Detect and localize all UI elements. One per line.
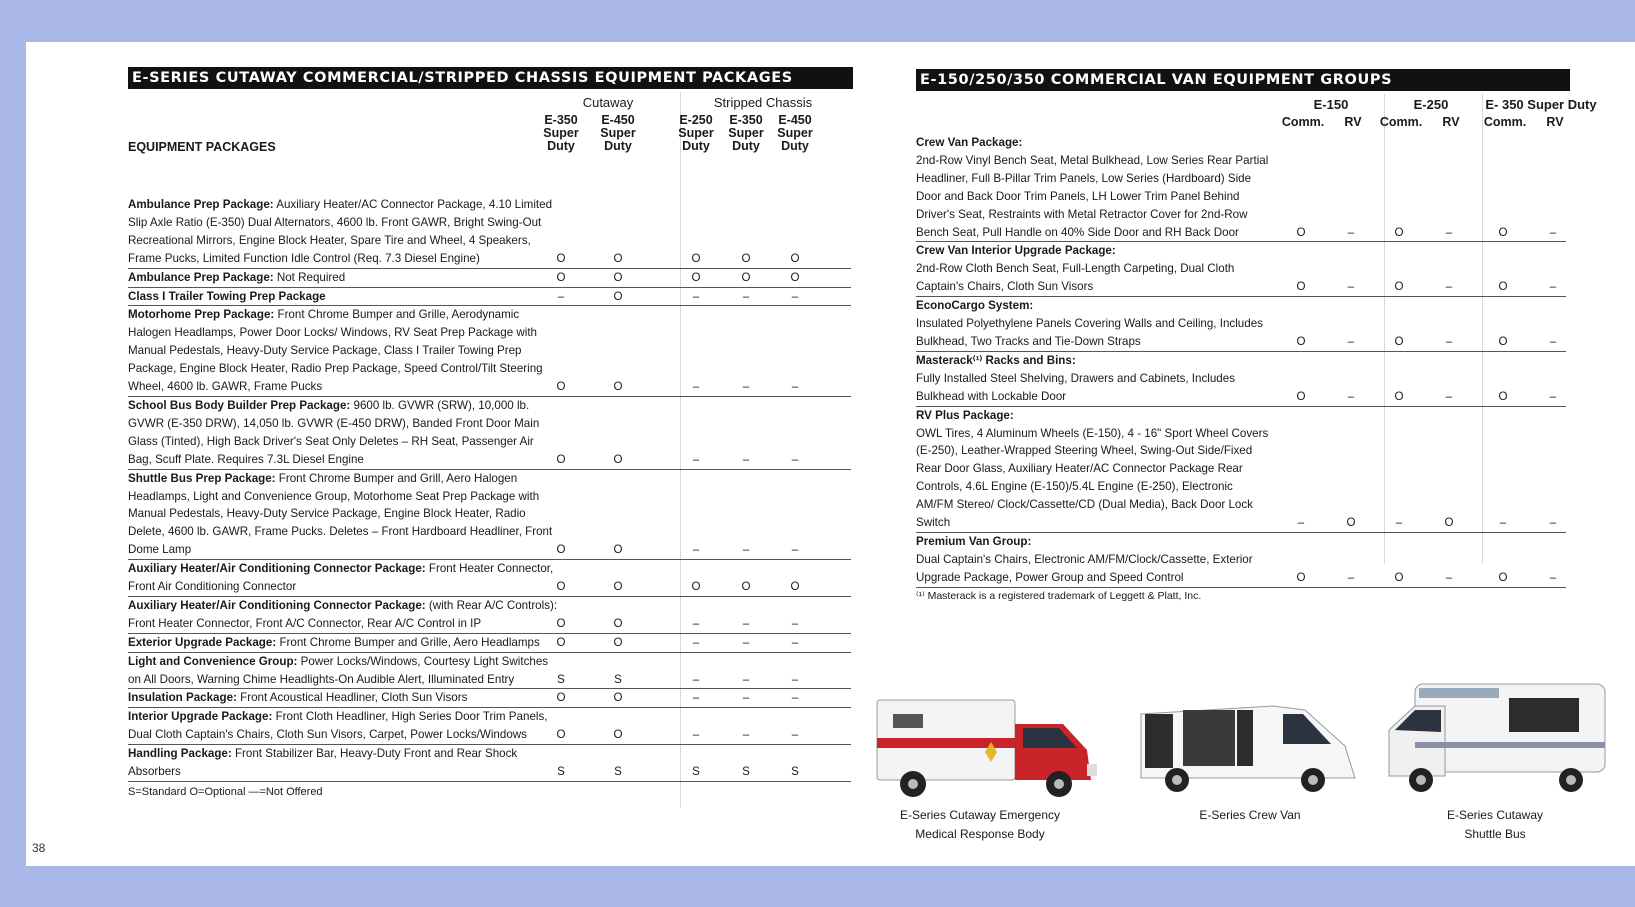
cell-availability: O xyxy=(613,635,623,649)
cell-availability: O xyxy=(741,251,751,265)
column-header: RV xyxy=(1546,115,1564,129)
cell-availability: – xyxy=(742,452,750,466)
cell-availability: – xyxy=(791,289,799,303)
row-title: Class I Trailer Towing Prep Package xyxy=(128,289,326,303)
group-header-e150: E-150 xyxy=(1313,97,1349,112)
table-row xyxy=(128,634,851,653)
cell-availability: – xyxy=(742,691,750,705)
cutaway-equipment-table xyxy=(128,92,851,798)
cell-availability: – xyxy=(1347,570,1355,584)
cell-availability: – xyxy=(1499,516,1507,530)
cell-availability: O xyxy=(691,251,701,265)
row-detail: (with Rear A/C Controls): Front Heater Connector, Front A/C Connector, Rear A/C Control in IP xyxy=(128,598,558,630)
row-description xyxy=(128,689,558,707)
column-header: E-350 Super Duty xyxy=(728,113,764,153)
cell-availability: O xyxy=(1296,225,1306,239)
column-header: Comm. xyxy=(1281,115,1325,129)
row-description xyxy=(128,597,558,633)
table-row xyxy=(128,269,851,288)
row-description xyxy=(916,533,1271,587)
ambulance-image xyxy=(873,694,1113,806)
row-title: Ambulance Prep Package: xyxy=(128,270,274,284)
row-detail: Not Required xyxy=(276,270,346,284)
table-body xyxy=(128,196,851,782)
cell-availability: O xyxy=(790,580,800,594)
cell-availability: – xyxy=(692,616,700,630)
cell-availability: – xyxy=(1395,516,1403,530)
row-title: Masterack⁽¹⁾ Racks and Bins: xyxy=(916,353,1076,367)
column-header: Comm. xyxy=(1483,115,1527,129)
cell-availability: – xyxy=(742,289,750,303)
cell-availability: O xyxy=(613,691,623,705)
right-section-banner: E-150/250/350 COMMERCIAL VAN EQUIPMENT GROUPS xyxy=(916,69,1570,91)
table-row xyxy=(128,597,851,634)
cell-availability: – xyxy=(692,452,700,466)
table-row xyxy=(128,397,851,470)
cell-availability: O xyxy=(741,270,751,284)
row-title: Insulation Package: xyxy=(128,691,237,705)
row-description xyxy=(128,288,558,306)
cell-availability: – xyxy=(1445,570,1453,584)
table-header xyxy=(916,94,1597,134)
table-row xyxy=(128,306,851,397)
row-detail: Front Stabilizer Bar, Heavy-Duty Front and Rear Shock Absorbers xyxy=(128,747,518,779)
row-title: Crew Van Interior Upgrade Package: xyxy=(916,244,1116,258)
column-header: RV xyxy=(1442,115,1460,129)
table-row xyxy=(128,560,851,597)
crew-van-image xyxy=(1133,696,1373,800)
row-title: Shuttle Bus Prep Package: xyxy=(128,471,276,485)
row-title: EconoCargo System: xyxy=(916,299,1034,313)
cell-availability: O xyxy=(556,580,566,594)
cell-availability: O xyxy=(741,580,751,594)
row-description xyxy=(128,306,558,396)
cell-availability: O xyxy=(1498,334,1508,348)
section-label: EQUIPMENT PACKAGES xyxy=(128,140,276,154)
cell-availability: O xyxy=(1296,334,1306,348)
cell-availability: – xyxy=(1445,280,1453,294)
row-description xyxy=(916,297,1271,351)
cell-availability: – xyxy=(1549,516,1557,530)
row-detail: Front Acoustical Headliner, Cloth Sun Visors xyxy=(240,691,468,705)
cell-availability: – xyxy=(742,380,750,394)
row-description xyxy=(128,397,558,469)
table-row xyxy=(916,533,1566,588)
cell-availability: – xyxy=(1445,334,1453,348)
cell-availability: O xyxy=(556,635,566,649)
group-header-cutaway: Cutaway xyxy=(582,95,634,110)
cell-availability: – xyxy=(1297,516,1305,530)
row-title: Auxiliary Heater/Air Conditioning Connector Package: xyxy=(128,562,426,576)
cell-availability: S xyxy=(614,672,622,686)
cell-availability: O xyxy=(556,251,566,265)
row-title: Handling Package: xyxy=(128,747,232,761)
cell-availability: – xyxy=(1549,389,1557,403)
cell-availability: – xyxy=(742,635,750,649)
row-detail: Front Chrome Bumper and Grille, Aero Headlamps xyxy=(279,635,540,649)
cell-availability: O xyxy=(790,270,800,284)
cell-availability: – xyxy=(1549,570,1557,584)
row-description xyxy=(916,242,1271,296)
table-row xyxy=(128,708,851,745)
cell-availability: O xyxy=(1394,570,1404,584)
row-detail: Front Chrome Bumper and Grill, Aero Halogen Headlamps, Light and Convenience Group, Motorhome Seat Prep Package with Manual Pedestals, Heavy-Duty Service Package, Engine Block Heater, Radio Delete, 4600 lb. GAWR, Frame Pucks. Deletes – Front Hardboard Headliner, Front Dome Lamp xyxy=(128,471,553,557)
row-detail: 2nd-Row Vinyl Bench Seat, Metal Bulkhead, Low Series Rear Partial Headliner, Full B-Pillar Trim Panels, Low Series (Hardboard) Side Door and Back Door Trim Panels, LH Lower Trim Panel Behind Driver's Seat, Restraints with Metal Retractor Cover for 2nd-Row Bench Seat, Pull Handle on 40% Side Door and RH Back Door xyxy=(916,153,1269,239)
cell-availability: S xyxy=(557,672,565,686)
cell-availability: O xyxy=(1394,334,1404,348)
row-description xyxy=(128,560,558,596)
cell-availability: – xyxy=(1347,280,1355,294)
left-section-banner: E-SERIES CUTAWAY COMMERCIAL/STRIPPED CHASSIS EQUIPMENT PACKAGES xyxy=(128,67,853,89)
cell-availability: S xyxy=(557,765,565,779)
cell-availability: O xyxy=(691,580,701,594)
cell-availability: – xyxy=(791,616,799,630)
cell-availability: – xyxy=(791,543,799,557)
cell-availability: O xyxy=(613,270,623,284)
column-header: Comm. xyxy=(1379,115,1423,129)
table-header xyxy=(128,92,851,196)
cell-availability: O xyxy=(1296,389,1306,403)
row-title: Crew Van Package: xyxy=(916,136,1023,149)
row-title: Premium Van Group: xyxy=(916,534,1032,548)
row-description xyxy=(128,470,558,560)
cell-availability: O xyxy=(1296,570,1306,584)
cell-availability: – xyxy=(1549,280,1557,294)
cell-availability: O xyxy=(1394,389,1404,403)
cell-availability: O xyxy=(613,580,623,594)
table-row xyxy=(916,297,1566,352)
row-detail: Power Locks/Windows, Courtesy Light Switches on All Doors, Warning Chime Headlights-On Audible Alert, Illuminated Entry xyxy=(128,654,549,686)
cell-availability: O xyxy=(613,728,623,742)
cell-availability: – xyxy=(692,672,700,686)
row-title: Motorhome Prep Package: xyxy=(128,308,275,322)
shuttle-bus-image xyxy=(1385,680,1610,802)
cell-availability: O xyxy=(556,691,566,705)
cell-availability: – xyxy=(742,616,750,630)
cell-availability: – xyxy=(791,380,799,394)
row-description xyxy=(916,407,1271,532)
cell-availability: – xyxy=(791,635,799,649)
column-header: E-450 Super Duty xyxy=(600,113,636,153)
group-header-e250: E-250 xyxy=(1413,97,1449,112)
cell-availability: O xyxy=(691,270,701,284)
cell-availability: – xyxy=(557,289,565,303)
cell-availability: S xyxy=(692,765,700,779)
cell-availability: O xyxy=(1498,225,1508,239)
cell-availability: O xyxy=(1498,280,1508,294)
row-detail: OWL Tires, 4 Aluminum Wheels (E-150), 4 - 16" Sport Wheel Covers (E-250), Leather-Wrapped Steering Wheel, Swing-Out Side/Fixed Rear Door Glass, Auxiliary Heater/AC Connector Package Rear Controls, 4.6L Engine (E-150)/5.4L Engine (E-250), Electronic AM/FM Stereo/ Clock/Cassette/CD (Dual Media), Back Door Lock Switch xyxy=(916,426,1269,530)
cell-availability: O xyxy=(790,251,800,265)
row-description xyxy=(128,634,558,652)
row-description xyxy=(128,269,558,287)
cell-availability: O xyxy=(1498,389,1508,403)
cell-availability: – xyxy=(791,672,799,686)
cell-availability: – xyxy=(791,691,799,705)
cell-availability: – xyxy=(1347,389,1355,403)
row-title: Ambulance Prep Package: xyxy=(128,198,274,211)
cell-availability: O xyxy=(613,452,623,466)
cell-availability: O xyxy=(613,616,623,630)
legend-note: S=Standard O=Optional —=Not Offered xyxy=(128,786,323,798)
table-row xyxy=(128,196,851,269)
trademark-footnote: ⁽¹⁾ Masterack is a registered trademark of Leggett & Platt, Inc. xyxy=(916,589,1202,602)
cell-availability: – xyxy=(692,543,700,557)
cell-availability: O xyxy=(556,270,566,284)
row-detail: Front Heater Connector, Front Air Conditioning Connector xyxy=(128,562,554,594)
cell-availability: – xyxy=(1347,225,1355,239)
table-row xyxy=(128,653,851,690)
cell-availability: O xyxy=(1498,570,1508,584)
cell-availability: – xyxy=(692,691,700,705)
row-detail: Auxiliary Heater/AC Connector Package, 4.10 Limited Slip Axle Ratio (E-350) Dual Alternators, 4600 lb. Front GAWR, Bright Swing-Out Recreational Mirrors, Engine Block Heater, Spare Tire and Wheel, 4 Speakers, Frame Pucks, Limited Function Idle Control (Req. 7.3 Diesel Engine) xyxy=(128,198,553,265)
row-detail: Fully Installed Steel Shelving, Drawers and Cabinets, Includes Bulkhead with Lockable Door xyxy=(916,371,1235,403)
cell-availability: O xyxy=(1296,280,1306,294)
cell-availability: – xyxy=(1445,225,1453,239)
cell-availability: – xyxy=(692,380,700,394)
cell-availability: O xyxy=(556,616,566,630)
column-header: RV xyxy=(1344,115,1362,129)
row-title: School Bus Body Builder Prep Package: xyxy=(128,398,351,412)
row-description xyxy=(916,352,1271,406)
table-row xyxy=(916,242,1566,297)
cell-availability: – xyxy=(791,452,799,466)
row-detail: Front Cloth Headliner, High Series Door Trim Panels, Dual Cloth Captain's Chairs, Cloth Sun Visors, Carpet, Power Locks/Windows xyxy=(128,710,548,742)
group-header-e350: E- 350 Super Duty xyxy=(1485,97,1597,112)
page-number: 38 xyxy=(32,841,46,855)
table-row xyxy=(128,470,851,561)
cell-availability: – xyxy=(742,728,750,742)
cell-availability: O xyxy=(556,452,566,466)
row-title: Auxiliary Heater/Air Conditioning Connector Package: xyxy=(128,598,426,612)
table-row xyxy=(128,689,851,708)
row-detail: Insulated Polyethylene Panels Covering Walls and Ceiling, Includes Bulkhead, Two Tracks and Tie-Down Straps xyxy=(916,317,1263,348)
row-detail: 2nd-Row Cloth Bench Seat, Full-Length Carpeting, Dual Cloth Captain's Chairs, Cloth Sun Visors xyxy=(916,262,1235,294)
cell-availability: O xyxy=(613,380,623,394)
table-row xyxy=(916,407,1566,533)
cell-availability: S xyxy=(742,765,750,779)
table-body xyxy=(916,134,1566,588)
cell-availability: O xyxy=(1444,516,1454,530)
row-description xyxy=(128,653,558,689)
cell-availability: O xyxy=(556,543,566,557)
row-detail: 9600 lb. GVWR (SRW), 10,000 lb. GVWR (E-350 DRW), 14,050 lb. GVWR (E-450 DRW), Banded Front Door Main Glass (Tinted), High Back Driver's Seat Only Deletes – RH Seat, Passenger Air Bag, Scuff Plate. Requires 7.3L Diesel Engine xyxy=(128,398,540,466)
cell-availability: O xyxy=(556,380,566,394)
cell-availability: – xyxy=(742,543,750,557)
row-description xyxy=(128,708,558,744)
cell-availability: O xyxy=(613,251,623,265)
column-header: E-350 Super Duty xyxy=(543,113,579,153)
caption-shuttle-bus: E-Series Cutaway Shuttle Bus xyxy=(1446,808,1544,841)
column-header: E-450 Super Duty xyxy=(777,113,813,153)
table-row xyxy=(916,134,1566,242)
cell-availability: – xyxy=(692,289,700,303)
cell-availability: O xyxy=(1346,516,1356,530)
caption-crew-van: E-Series Crew Van xyxy=(1199,808,1301,822)
cell-availability: S xyxy=(791,765,799,779)
cell-availability: O xyxy=(613,543,623,557)
cell-availability: – xyxy=(692,728,700,742)
table-row xyxy=(128,745,851,782)
cell-availability: – xyxy=(692,635,700,649)
cell-availability: O xyxy=(613,289,623,303)
cell-availability: – xyxy=(1347,334,1355,348)
group-header-stripped-chassis: Stripped Chassis xyxy=(713,95,813,110)
column-header: E-250 Super Duty xyxy=(678,113,714,153)
cell-availability: – xyxy=(1549,334,1557,348)
row-title: Light and Convenience Group: xyxy=(128,654,298,668)
cell-availability: – xyxy=(1549,225,1557,239)
table-row xyxy=(916,352,1566,407)
row-detail: Dual Captain's Chairs, Electronic AM/FM/Clock/Cassette, Exterior Upgrade Package, Power Group and Speed Control xyxy=(916,552,1253,584)
cell-availability: – xyxy=(1445,389,1453,403)
table-row xyxy=(128,288,851,307)
cell-availability: O xyxy=(556,728,566,742)
row-title: Exterior Upgrade Package: xyxy=(128,635,277,649)
cell-availability: – xyxy=(742,672,750,686)
van-equipment-table xyxy=(916,94,1597,602)
row-title: RV Plus Package: xyxy=(916,408,1014,422)
cell-availability: O xyxy=(1394,280,1404,294)
cell-availability: S xyxy=(614,765,622,779)
row-title: Interior Upgrade Package: xyxy=(128,710,273,724)
caption-ambulance: E-Series Cutaway Emergency Medical Response Body xyxy=(899,808,1061,841)
row-description xyxy=(128,745,558,781)
cell-availability: – xyxy=(791,728,799,742)
cell-availability: O xyxy=(1394,225,1404,239)
row-description xyxy=(128,196,558,268)
row-detail: Front Chrome Bumper and Grille, Aerodynamic Halogen Headlamps, Power Door Locks/ Windows, RV Seat Prep Package with Manual Pedestals, Heavy-Duty Service Package, Class I Trailer Towing Prep Package, Engine Block Heater, Radio Prep Package, Speed Control/Tilt Steering Wheel, 4600 lb. GAWR, Frame Pucks xyxy=(128,308,543,394)
row-description xyxy=(916,134,1271,241)
